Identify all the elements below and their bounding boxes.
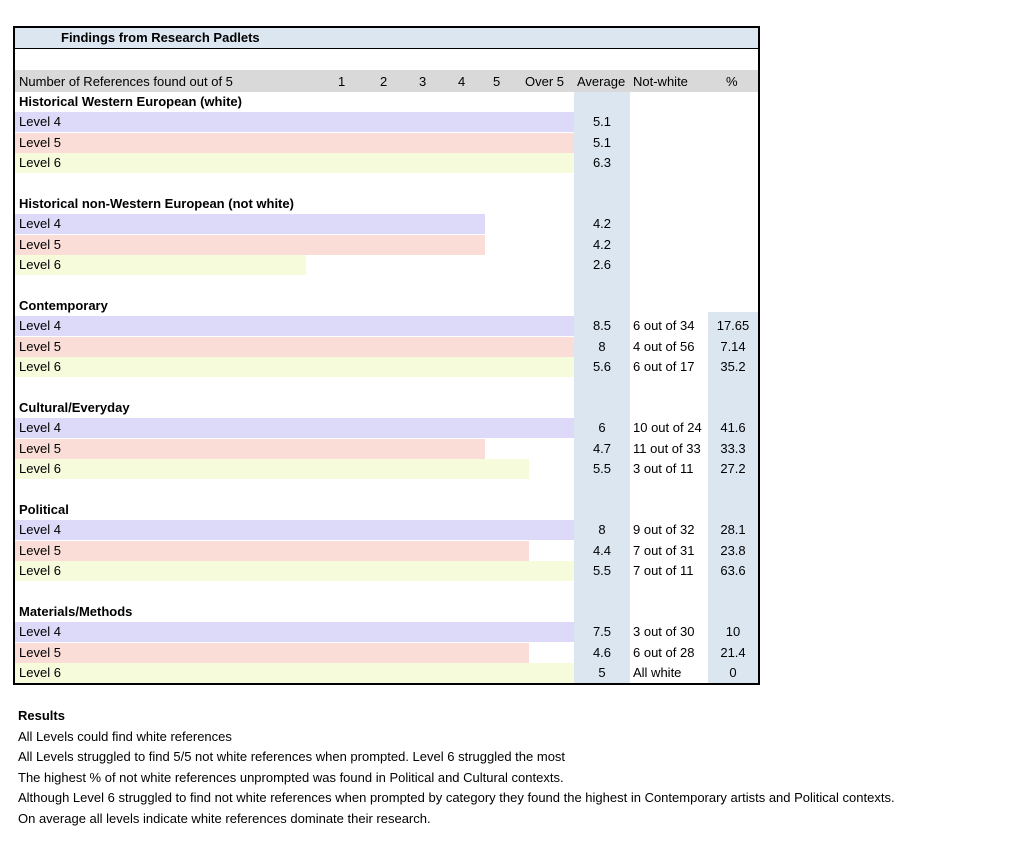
average-cell: 5.5 [592,563,612,579]
level-bar [15,643,529,663]
header-col-3: 3 [419,74,427,89]
average-cell: 8.5 [592,318,612,334]
table-row [15,541,758,561]
level-bar [15,112,574,132]
row-label: Level 4 [19,522,61,538]
row-label: Level 6 [19,563,61,579]
section-title: Historical non-Western European (not white) [19,196,294,211]
row-label: Level 6 [19,257,61,273]
header-not-white: Not-white [633,74,688,89]
table-row [15,235,758,255]
not-white-cell: 9 out of 32 [633,522,695,538]
average-cell: 4.2 [592,236,612,252]
average-cell: 4.7 [592,440,612,456]
results-title: Results [18,708,65,723]
findings-table [13,26,760,685]
table-row [15,663,758,683]
results-line: Although Level 6 struggled to find not white references when prompted by category they found the highest in Contemporary artists and Political contexts. [18,790,895,805]
table-row [15,337,758,357]
table-row [15,439,758,459]
row-label: Level 5 [19,644,61,660]
average-column-shading [574,92,630,683]
average-cell: 5.1 [592,114,612,130]
average-cell: 5.5 [592,461,612,477]
percent-cell: 63.6 [720,563,746,579]
row-label: Level 6 [19,461,61,477]
percent-cell: 21.4 [720,644,746,660]
row-label: Level 4 [19,318,61,334]
percent-cell: 33.3 [720,440,746,456]
average-cell: 5.6 [592,359,612,375]
header-col-1: 1 [338,74,346,89]
level-bar [15,357,574,377]
results-block [18,706,895,829]
section-title: Cultural/Everyday [19,400,130,415]
table-row [15,214,758,234]
row-label: Level 4 [19,624,61,640]
section-title: Historical Western European (white) [19,94,242,109]
level-bar [15,459,529,479]
table-row [15,112,758,132]
percent-cell: 35.2 [720,359,746,375]
average-cell: 8 [598,522,606,538]
section-title: Contemporary [19,298,108,313]
level-bar [15,520,574,540]
not-white-cell: 7 out of 31 [633,542,695,558]
not-white-cell: 6 out of 28 [633,644,695,660]
header-col-4: 4 [458,74,466,89]
table-row [15,459,758,479]
header-over5: Over 5 [525,74,565,89]
row-label: Level 5 [19,542,61,558]
not-white-cell: 4 out of 56 [633,338,695,354]
header-percent: % [726,74,738,89]
row-label: Level 5 [19,440,61,456]
level-bar [15,153,574,173]
percent-cell: 41.6 [720,420,746,436]
header-col-2: 2 [380,74,388,89]
level-bar [15,214,485,234]
average-cell: 4.2 [592,216,612,232]
table-title: Findings from Research Padlets [61,30,260,45]
level-bar [15,622,574,642]
average-cell: 4.6 [592,644,612,660]
title-bar [15,28,758,49]
average-cell: 7.5 [592,624,612,640]
not-white-cell: 10 out of 24 [633,420,702,436]
level-bar [15,439,485,459]
row-label: Level 5 [19,134,61,150]
row-label: Level 4 [19,114,61,130]
not-white-cell: 3 out of 11 [633,461,694,477]
table-row [15,357,758,377]
row-label: Level 4 [19,420,61,436]
level-bar [15,663,574,683]
row-label: Level 5 [19,338,61,354]
percent-cell: 7.14 [720,338,746,354]
table-row [15,622,758,642]
table-row [15,520,758,540]
table-row [15,133,758,153]
percent-cell: 17.65 [716,318,750,334]
percent-cell: 28.1 [720,522,746,538]
row-label: Level 6 [19,665,61,681]
table-row [15,316,758,336]
level-bar [15,133,574,153]
average-cell: 5.1 [592,134,612,150]
section-title: Political [19,502,69,517]
level-bar [15,561,574,581]
percent-cell: 23.8 [720,542,746,558]
average-cell: 2.6 [592,257,612,273]
not-white-cell: 6 out of 17 [633,359,695,375]
not-white-cell: 11 out of 33 [633,440,701,456]
table-row [15,153,758,173]
level-bar [15,235,485,255]
level-bar [15,418,574,438]
header-col-5: 5 [493,74,501,89]
level-bar [15,541,529,561]
header-average: Average [577,74,626,89]
row-label: Level 5 [19,236,61,252]
results-line: The highest % of not white references unprompted was found in Political and Cultural contexts. [18,769,564,785]
header-label: Number of References found out of 5 [19,74,233,89]
average-cell: 8 [598,338,606,354]
row-label: Level 6 [19,155,61,171]
results-line: All Levels struggled to find 5/5 not white references when prompted. Level 6 struggled the most [18,749,566,764]
not-white-cell: 7 out of 11 [633,563,694,579]
table-row [15,418,758,438]
row-label: Level 6 [19,359,61,375]
percent-cell: 0 [729,665,737,681]
results-line: On average all levels indicate white references dominate their research. [18,810,431,826]
average-cell: 6.3 [592,155,612,171]
level-bar [15,337,574,357]
not-white-cell: 3 out of 30 [633,624,695,640]
not-white-cell: 6 out of 34 [633,318,695,334]
average-cell: 5 [598,665,606,681]
level-bar [15,316,574,336]
table-row [15,561,758,581]
table-row [15,255,758,275]
percent-cell: 27.2 [720,461,746,477]
row-label: Level 4 [19,216,61,232]
results-line: All Levels could find white references [18,728,232,744]
average-cell: 4.4 [592,542,612,558]
section-title: Materials/Methods [19,604,133,619]
average-cell: 6 [598,420,606,436]
not-white-cell: All white [633,665,682,681]
percent-cell: 10 [725,624,741,640]
table-row [15,643,758,663]
